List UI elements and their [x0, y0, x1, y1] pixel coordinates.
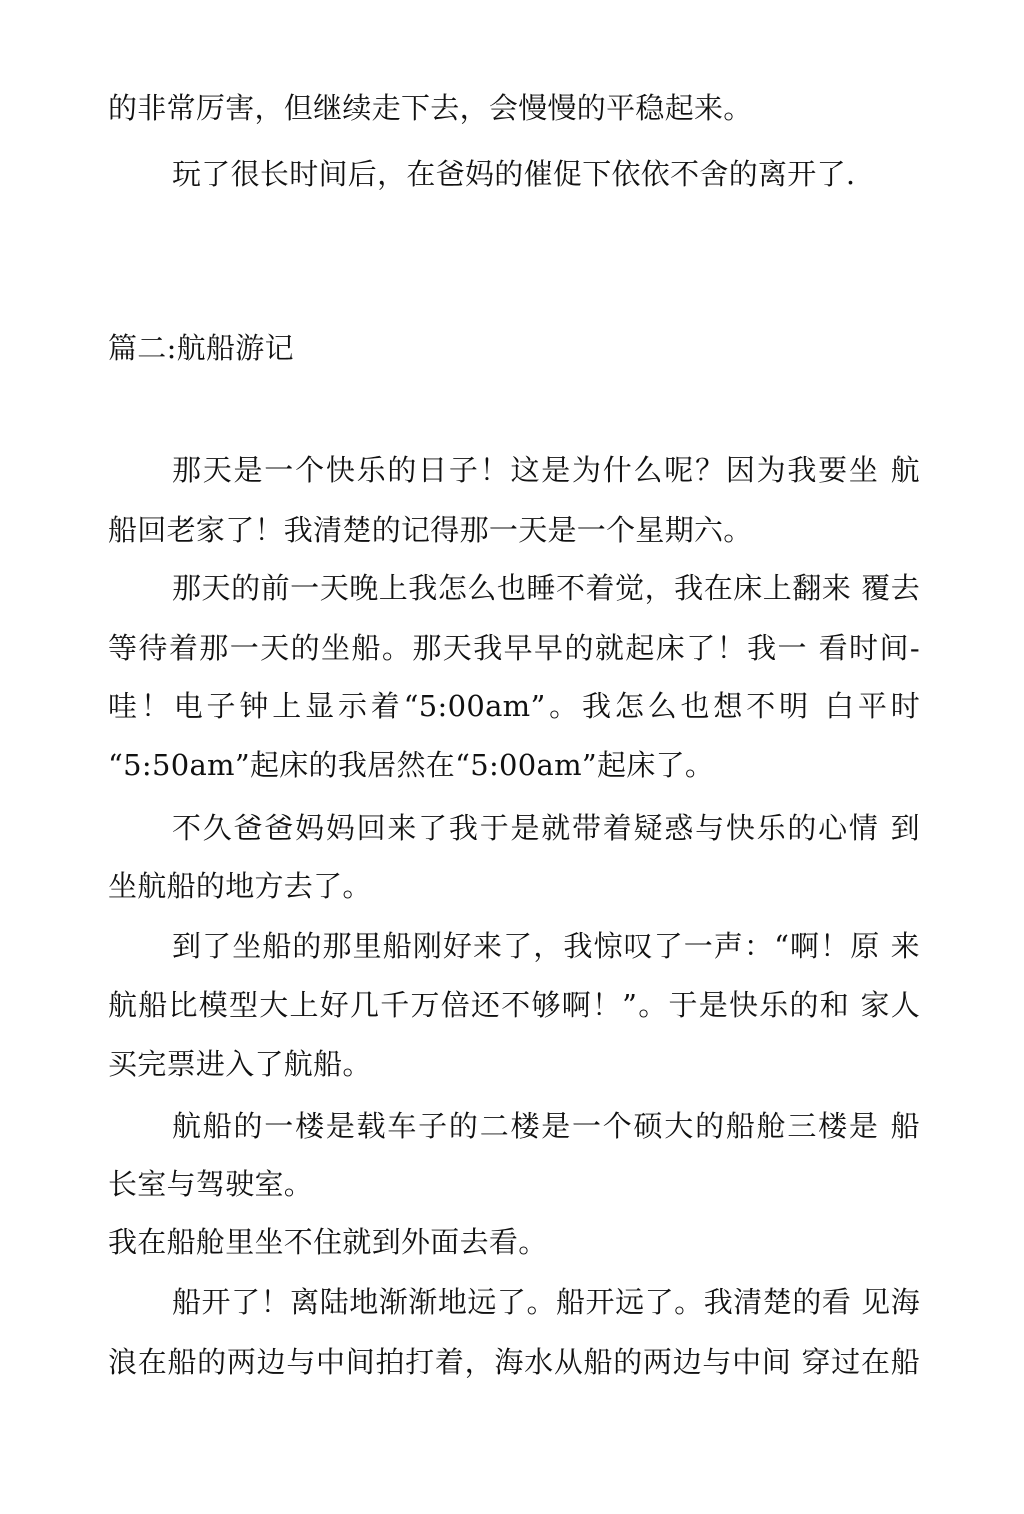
- paragraph-line: 那天的前一天晚上我怎么也睡不着觉，我在床上翻来 覆去: [172, 571, 920, 605]
- paragraph-line: 哇！电子钟上显示着“5:00am”。我怎么也想不明 白平时: [108, 689, 920, 723]
- paragraph-line: 船回老家了！我清楚的记得那一天是一个星期六。: [108, 513, 753, 547]
- paragraph-line: 那天是一个快乐的日子！这是为什么呢？因为我要坐 航: [172, 453, 920, 487]
- paragraph-line: 到了坐船的那里船刚好来了，我惊叹了一声：“啊！原 来: [172, 929, 920, 963]
- paragraph-line: 航船比模型大上好几千万倍还不够啊！”。于是快乐的和 家人: [108, 988, 920, 1022]
- paragraph-line: 的非常厉害，但继续走下去，会慢慢的平稳起来。: [108, 91, 753, 125]
- paragraph-line: 浪在船的两边与中间拍打着，海水从船的两边与中间 穿过在船: [108, 1345, 920, 1379]
- paragraph-line: 买完票进入了航船。: [108, 1047, 372, 1081]
- section-heading: 篇二:航船游记: [108, 331, 294, 365]
- paragraph-line: 船开了！离陆地渐渐地远了。船开远了。我清楚的看 见海: [172, 1285, 920, 1319]
- paragraph-line: 等待着那一天的坐船。那天我早早的就起床了！我一 看时间-: [108, 631, 920, 665]
- paragraph-line: 长室与驾驶室。: [108, 1167, 314, 1201]
- paragraph-line: 玩了很长时间后，在爸妈的催促下依依不舍的离开了.: [172, 157, 856, 191]
- paragraph-line: 我在船舱里坐不住就到外面去看。: [108, 1225, 548, 1259]
- paragraph-line: 航船的一楼是载车子的二楼是一个硕大的船舱三楼是 船: [172, 1109, 920, 1143]
- paragraph-line: “5:50am”起床的我居然在“5:00am”起床了。: [108, 748, 715, 782]
- paragraph-line: 不久爸爸妈妈回来了我于是就带着疑惑与快乐的心情 到: [172, 811, 920, 845]
- paragraph-line: 坐航船的地方去了。: [108, 869, 372, 903]
